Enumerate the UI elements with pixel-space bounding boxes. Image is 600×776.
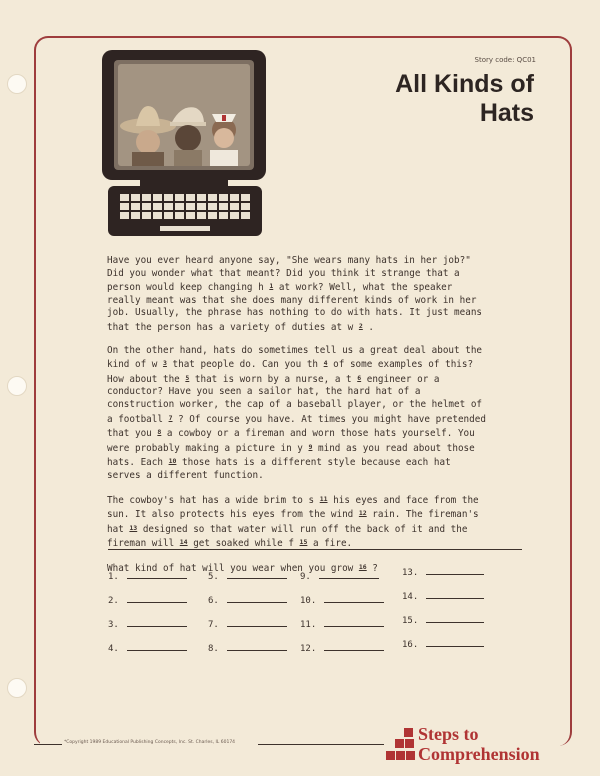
answer-blank-12[interactable] <box>300 642 384 654</box>
keyboard-key <box>164 212 173 219</box>
text-segment: designed so that water will run off the back of it and the fireman will <box>107 523 468 550</box>
binder-hole-top <box>7 74 27 94</box>
text-segment: What kind of hat will you wear when you grow <box>107 562 359 574</box>
keyboard-key <box>153 194 162 201</box>
paragraph-3 <box>107 493 489 551</box>
answer-line[interactable] <box>127 642 187 651</box>
divider-line <box>108 549 522 550</box>
text-segment: a cowboy or a fireman and worn those hats yourself. You were probably making a picture in y <box>107 428 475 454</box>
answer-number: 6. <box>208 596 219 606</box>
answer-line[interactable] <box>426 614 484 623</box>
answer-blank-6[interactable] <box>208 594 287 606</box>
text-segment: a fire. <box>307 538 353 550</box>
keyboard-key <box>197 203 206 210</box>
answer-line[interactable] <box>227 642 287 651</box>
blank-number-5: 5 <box>185 373 190 382</box>
steps-logo-icon <box>386 724 416 766</box>
text-segment: engineer or a conductor? Have you seen a sailor hat, the hard hat of a construction worker, the cap of a baseball player, or the helmet of a football <box>107 373 483 425</box>
answer-line[interactable] <box>426 566 484 575</box>
keyboard-key <box>197 212 206 219</box>
keyboard-key <box>142 212 151 219</box>
answer-blank-2[interactable] <box>108 594 187 606</box>
keyboard-key <box>153 212 162 219</box>
answer-number: 14. <box>402 592 419 602</box>
answer-line[interactable] <box>324 594 384 603</box>
answer-number: 16. <box>402 640 419 650</box>
keyboard-key <box>230 212 239 219</box>
text-segment: get soaked while f <box>187 538 300 550</box>
keyboard-key <box>175 203 184 210</box>
answer-number: 1. <box>108 572 119 582</box>
answer-blank-1[interactable] <box>108 570 187 582</box>
keyboard-key <box>208 194 217 201</box>
keyboard-key <box>131 212 140 219</box>
title-line-1: All Kinds of <box>395 70 534 98</box>
text-segment: The cowboy's hat has a wide brim to s <box>107 494 320 506</box>
text-segment: Did you wonder what that meant? Did you think it strange that a <box>107 267 460 279</box>
answer-number: 8. <box>208 644 219 654</box>
paragraph-2 <box>107 345 489 483</box>
blank-number-15: 15 <box>299 538 308 547</box>
keyboard-key <box>230 203 239 210</box>
story-code: Story code: QC01 <box>474 56 536 64</box>
keyboard-key <box>219 194 228 201</box>
blank-number-13: 13 <box>129 523 138 532</box>
keyboard-key <box>208 212 217 219</box>
keyboard-key <box>241 194 250 201</box>
blank-number-16: 16 <box>358 562 367 571</box>
keyboard-key <box>241 203 250 210</box>
copyright-notice: *Copyright 1989 Educational Publishing Concepts, Inc. St. Charles, IL 60174 <box>64 740 236 745</box>
text-segment: ? <box>366 562 378 574</box>
keyboard-key <box>175 194 184 201</box>
blank-number-6: 6 <box>357 373 362 382</box>
text-segment: those hats is a different style because each hat serves a different function. <box>107 457 451 481</box>
title-line-2: Hats <box>479 99 534 127</box>
answer-number: 4. <box>108 644 119 654</box>
binder-hole-middle <box>7 376 27 396</box>
text-segment: that people do. Can you th <box>166 359 324 371</box>
answer-blank-11[interactable] <box>300 618 384 630</box>
keyboard-key <box>197 194 206 201</box>
answer-line[interactable] <box>127 594 187 603</box>
answer-blank-5[interactable] <box>208 570 287 582</box>
text-segment: person would keep changing h <box>107 282 270 294</box>
answer-blank-15[interactable] <box>402 614 484 626</box>
answer-line[interactable] <box>324 618 384 627</box>
blank-number-2: 2 <box>358 321 363 330</box>
answer-blank-3[interactable] <box>108 618 187 630</box>
blank-number-10: 10 <box>168 457 177 466</box>
keyboard-key <box>241 212 250 219</box>
answer-number: 7. <box>208 620 219 630</box>
text-segment: rain. The fireman's hat <box>107 509 479 535</box>
answer-number: 2. <box>108 596 119 606</box>
paragraph-1 <box>107 255 489 335</box>
text-segment: that is worn by a nurse, a t <box>189 373 358 385</box>
keyboard-key <box>120 194 129 201</box>
answer-line[interactable] <box>426 638 484 647</box>
answer-number: 10. <box>300 596 317 606</box>
keyboard-key <box>142 203 151 210</box>
text-segment: of some examples of this? How about the <box>107 359 474 385</box>
answer-line[interactable] <box>127 618 187 627</box>
keyboard-key <box>164 203 173 210</box>
answer-number: 9. <box>300 572 311 582</box>
blank-number-3: 3 <box>162 359 167 368</box>
answer-number: 15. <box>402 616 419 626</box>
keyboard-key <box>153 203 162 210</box>
answer-line[interactable] <box>127 570 187 579</box>
answer-blank-9[interactable] <box>300 570 379 582</box>
keyboard-key <box>230 194 239 201</box>
footer-line-right <box>258 744 384 745</box>
blank-number-8: 8 <box>157 428 162 437</box>
text-segment: ? Of course you have. At times you might have pretended that you <box>107 413 486 440</box>
text-segment: mind as you read about those hats. Each <box>107 442 475 469</box>
keyboard-key <box>120 212 129 219</box>
computer-illustration <box>100 48 270 240</box>
answer-line[interactable] <box>426 590 484 599</box>
answer-blank-8[interactable] <box>208 642 287 654</box>
logo-line-2: Comprehension <box>418 744 540 764</box>
blank-number-12: 12 <box>358 509 367 518</box>
answer-number: 3. <box>108 620 119 630</box>
answer-number: 11. <box>300 620 317 630</box>
keyboard-key <box>131 203 140 210</box>
text-segment: . <box>362 321 374 333</box>
answer-line[interactable] <box>227 594 287 603</box>
text-segment: On the other hand, hats do sometimes tell us a great deal about the kind of w <box>107 344 483 371</box>
text-segment: Have you ever heard anyone say, "She wears many hats in her job?" <box>107 255 471 266</box>
answer-number: 12. <box>300 644 317 654</box>
text-segment: at work? Well, what the speaker really meant was that she does many different kinds of work in her job. Usually, the phrase has nothing to do with hats. It just means that the person has a variety of duties at w <box>107 282 483 333</box>
keyboard-key <box>175 212 184 219</box>
blank-number-11: 11 <box>319 494 328 503</box>
page-title <box>395 70 534 128</box>
keyboard-key <box>186 212 195 219</box>
steps-to-comprehension-logo <box>386 724 572 766</box>
story-text <box>107 255 489 585</box>
answer-number: 5. <box>208 572 219 582</box>
keyboard-key <box>120 203 129 210</box>
keyboard-key <box>164 194 173 201</box>
answer-blank-14[interactable] <box>402 590 484 602</box>
blank-number-1: 1 <box>269 282 274 291</box>
binder-hole-bottom <box>7 678 27 698</box>
keyboard-key <box>219 212 228 219</box>
keyboard-key <box>142 194 151 201</box>
keyboard-key <box>208 203 217 210</box>
logo-line-1: Steps to <box>418 724 479 744</box>
answer-blank-13[interactable] <box>402 566 484 578</box>
blank-number-9: 9 <box>308 442 313 451</box>
keyboard-key <box>186 194 195 201</box>
answer-number: 13. <box>402 568 419 578</box>
answer-blank-7[interactable] <box>208 618 287 630</box>
keyboard-key <box>131 194 140 201</box>
footer-line-left <box>34 744 62 745</box>
answer-line[interactable] <box>319 570 379 579</box>
answer-blank-16[interactable] <box>402 638 484 650</box>
blank-number-4: 4 <box>323 359 328 368</box>
blank-number-14: 14 <box>179 538 188 547</box>
text-segment: his eyes and face from the sun. It also protects his eyes from the wind <box>107 494 479 521</box>
answer-line[interactable] <box>227 618 287 627</box>
answer-line[interactable] <box>324 642 384 651</box>
answer-blank-4[interactable] <box>108 642 187 654</box>
keyboard-key <box>186 203 195 210</box>
answer-blank-10[interactable] <box>300 594 384 606</box>
blank-number-7: 7 <box>168 413 173 422</box>
answer-line[interactable] <box>227 570 287 579</box>
keyboard-key <box>219 203 228 210</box>
